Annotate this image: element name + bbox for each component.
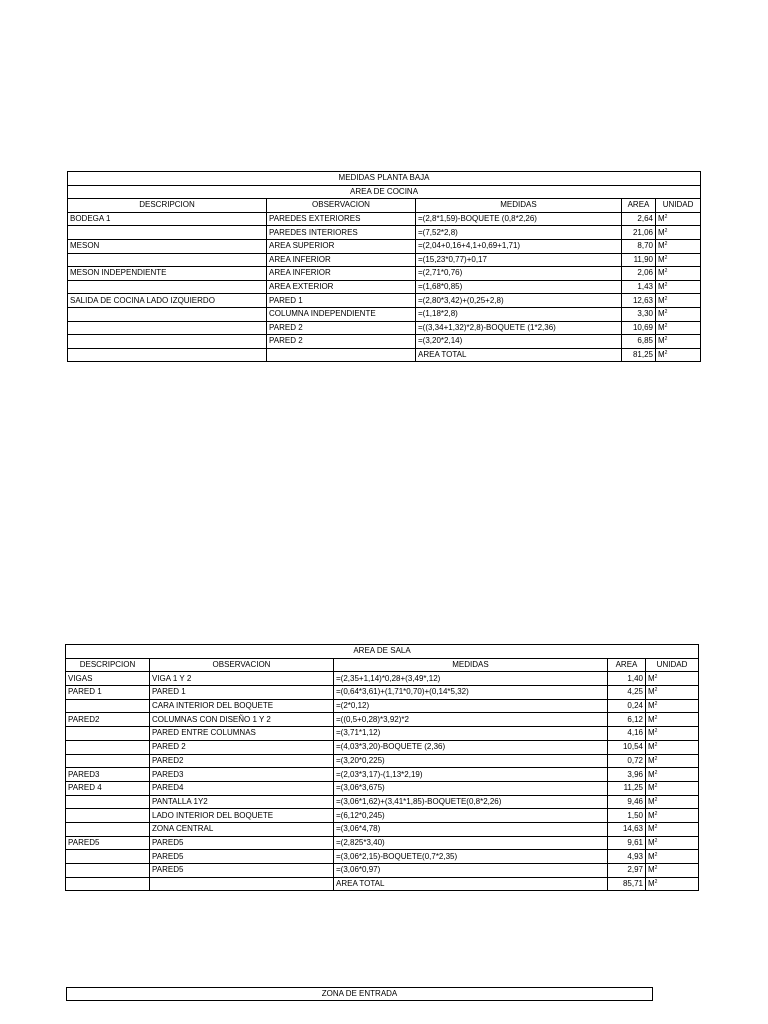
unit-cell: $M^2$ [646,768,699,782]
unit-label: M [658,214,665,224]
observacion-cell: PARED5 [150,850,334,864]
area-cell: 6,12 [608,713,646,727]
table-row [66,740,699,754]
medidas-cell: =(3,20*2,14) [416,335,622,349]
observacion-cell: PARED 2 [150,740,334,754]
unit-cell: $M^2$ [646,699,699,713]
unit-label: M [658,295,665,305]
descripcion-cell: PARED 4 [66,781,150,795]
descripcion-cell: PARED2 [66,713,150,727]
descripcion-cell [66,699,150,713]
observacion-cell: AREA EXTERIOR [267,280,416,294]
unit-cell: $M^2$ [656,335,701,349]
unit-cell: $M^2$ [646,754,699,768]
unit-label: M [648,851,655,861]
descripcion-cell: PARED5 [66,836,150,850]
medidas-cell: =(2,35+1,14)*0,28+(3,49*,12) [334,672,608,686]
observacion-cell: PAREDES INTERIORES [267,226,416,240]
unit-cell: $M^2$ [656,348,701,362]
area-cell: 1,50 [608,809,646,823]
medidas-cell: =(2,825*3,40) [334,836,608,850]
total-value: 85,71 [608,877,646,891]
column-header: AREA [622,199,656,213]
unit-label: M [658,254,665,264]
unit-cell: $M^2$ [656,294,701,308]
area-cell: 0,72 [608,754,646,768]
unit-label: M [648,755,655,765]
table-row [66,754,699,768]
table-row [68,294,701,308]
unit-label: M [648,810,655,820]
unit-label: M [658,241,665,251]
medidas-cell: =(2,8*1,59)-BOQUETE (0,8*2,26) [416,212,622,226]
medidas-cell: =(0,64*3,61)+(1,71*0,70)+(0,14*5,32) [334,686,608,700]
medidas-cell: =((0,5+0,28)*3,92)*2 [334,713,608,727]
unit-label: M [648,742,655,752]
medidas-cell: =(3,71*1,12) [334,727,608,741]
observacion-cell: COLUMNA INDEPENDIENTE [267,307,416,321]
unit-cell: $M^2$ [646,836,699,850]
column-header: DESCRIPCION [68,199,267,213]
area-cell: 2,64 [622,212,656,226]
column-header: MEDIDAS [416,199,622,213]
medidas-cell: =((3,34+1,32)*2,8)-BOQUETE (1*2,36) [416,321,622,335]
unit-label: M [648,783,655,793]
medidas-cell: =(2*0,12) [334,699,608,713]
column-header: MEDIDAS [334,658,608,672]
descripcion-cell [68,253,267,267]
table-row [66,864,699,878]
area-cell: 2,97 [608,864,646,878]
observacion-cell: PAREDES EXTERIORES [267,212,416,226]
descripcion-cell [66,754,150,768]
observacion-cell: CARA INTERIOR DEL BOQUETE [150,699,334,713]
table-row [66,672,699,686]
unit-cell: $M^2$ [646,809,699,823]
unit-cell: $M^2$ [656,239,701,253]
observacion-cell: PARED 1 [267,294,416,308]
medidas-cell: =(3,06*0,97) [334,864,608,878]
descripcion-cell [68,280,267,294]
unit-label: M [648,769,655,779]
medidas-cell: =(3,06*4,78) [334,822,608,836]
observacion-cell: PARED 2 [267,335,416,349]
table-row [66,699,699,713]
observacion-cell: ZONA CENTRAL [150,822,334,836]
medidas-cell: =(7,52*2,8) [416,226,622,240]
area-cell: 11,25 [608,781,646,795]
column-header: OBSERVACION [267,199,416,213]
unit-label: M [648,796,655,806]
table-row [66,809,699,823]
area-cell: 2,06 [622,267,656,281]
area-cell: 12,63 [622,294,656,308]
unit-cell: $M^2$ [646,672,699,686]
descripcion-cell: MESON INDEPENDIENTE [68,267,267,281]
column-header: AREA [608,658,646,672]
medidas-cell: =(2,03*3,17)-(1,13*2,19) [334,768,608,782]
descripcion-cell: VIGAS [66,672,150,686]
area-cell: 1,43 [622,280,656,294]
descripcion-cell [68,335,267,349]
descripcion-cell [66,809,150,823]
table-row [68,212,701,226]
descripcion-cell: PARED3 [66,768,150,782]
unit-cell: $M^2$ [656,321,701,335]
empty-cell [66,877,150,891]
unit-label: M [658,350,665,360]
total-row [68,348,701,362]
unit-cell: $M^2$ [656,280,701,294]
descripcion-cell [66,864,150,878]
area-cell: 10,54 [608,740,646,754]
table-row [68,253,701,267]
table-row [66,686,699,700]
table-row [68,267,701,281]
unit-cell: $M^2$ [646,795,699,809]
descripcion-cell [66,795,150,809]
area-cell: 10,69 [622,321,656,335]
unit-cell: $M^2$ [656,253,701,267]
table-row [68,226,701,240]
unit-cell: $M^2$ [646,727,699,741]
unit-label: M [658,309,665,319]
observacion-cell: PARED5 [150,836,334,850]
observacion-cell: AREA INFERIOR [267,267,416,281]
column-header: UNIDAD [646,658,699,672]
area-cell: 21,06 [622,226,656,240]
area-cell: 4,25 [608,686,646,700]
unit-label: M [658,227,665,237]
entrada-table [66,987,653,1001]
medidas-cell: =(2,04+0,16+4,1+0,69+1,71) [416,239,622,253]
area-cell: 3,96 [608,768,646,782]
total-value: 81,25 [622,348,656,362]
table-row [66,850,699,864]
unit-label: M [648,865,655,875]
unit-label: M [658,322,665,332]
observacion-cell: PARED2 [150,754,334,768]
sala-header-row [66,658,699,672]
unit-cell: $M^2$ [646,781,699,795]
descripcion-cell: PARED 1 [66,686,150,700]
observacion-cell: AREA SUPERIOR [267,239,416,253]
area-cell: 0,24 [608,699,646,713]
descripcion-cell [66,740,150,754]
descripcion-cell: SALIDA DE COCINA LADO IZQUIERDO [68,294,267,308]
area-cell: 4,93 [608,850,646,864]
area-cell: 9,46 [608,795,646,809]
observacion-cell: LADO INTERIOR DEL BOQUETE [150,809,334,823]
observacion-cell: PARED3 [150,768,334,782]
column-header: UNIDAD [656,199,701,213]
unit-cell: $M^2$ [646,864,699,878]
descripcion-cell [68,307,267,321]
area-cell: 4,16 [608,727,646,741]
observacion-cell: PARED5 [150,864,334,878]
descripcion-cell [66,727,150,741]
unit-cell: $M^2$ [656,226,701,240]
unit-cell: $M^2$ [646,850,699,864]
column-header: DESCRIPCION [66,658,150,672]
unit-label: M [648,837,655,847]
unit-label: M [648,701,655,711]
table-row [66,768,699,782]
observacion-cell: COLUMNAS CON DISEÑO 1 Y 2 [150,713,334,727]
unit-label: M [648,687,655,697]
table-row [68,280,701,294]
unit-cell: $M^2$ [646,877,699,891]
area-cell: 14,63 [608,822,646,836]
cocina-subtitle: AREA DE COCINA [68,185,701,199]
table-row [66,836,699,850]
unit-cell: $M^2$ [646,686,699,700]
medidas-cell: =(2,80*3,42)+(0,25+2,8) [416,294,622,308]
observacion-cell: VIGA 1 Y 2 [150,672,334,686]
medidas-cell: =(3,20*0,225) [334,754,608,768]
total-label: AREA TOTAL [416,348,622,362]
descripcion-cell [68,321,267,335]
table-row [66,781,699,795]
unit-label: M [658,336,665,346]
unit-cell: $M^2$ [646,822,699,836]
descripcion-cell: BODEGA 1 [68,212,267,226]
total-label: AREA TOTAL [334,877,608,891]
descripcion-cell [68,226,267,240]
observacion-cell: AREA INFERIOR [267,253,416,267]
unit-cell: $M^2$ [656,307,701,321]
table-row [66,713,699,727]
medidas-cell: =(6,12*0,245) [334,809,608,823]
unit-cell: $M^2$ [656,212,701,226]
total-row [66,877,699,891]
descripcion-cell: MESON [68,239,267,253]
unit-label: M [648,714,655,724]
table-row [68,321,701,335]
table-row [68,307,701,321]
cocina-header-row [68,199,701,213]
observacion-cell: PARED 1 [150,686,334,700]
descripcion-cell [66,850,150,864]
area-cell: 9,61 [608,836,646,850]
observacion-cell: PARED4 [150,781,334,795]
table-row [66,727,699,741]
cocina-title: MEDIDAS PLANTA BAJA [68,172,701,186]
table-row [66,822,699,836]
area-cell: 6,85 [622,335,656,349]
unit-label: M [658,268,665,278]
unit-cell: $M^2$ [656,267,701,281]
unit-label: M [648,673,655,683]
area-cell: 1,40 [608,672,646,686]
medidas-cell: =(4,03*3,20)-BOQUETE (2,36) [334,740,608,754]
unit-label: M [648,879,655,889]
area-cell: 8,70 [622,239,656,253]
empty-cell [68,348,267,362]
unit-label: M [658,282,665,292]
unit-label: M [648,728,655,738]
cocina-table [67,171,701,362]
observacion-cell: PARED 2 [267,321,416,335]
sala-table [65,644,699,891]
area-cell: 11,90 [622,253,656,267]
unit-label: M [648,824,655,834]
medidas-cell: =(2,71*0,76) [416,267,622,281]
table-row [66,795,699,809]
unit-cell: $M^2$ [646,713,699,727]
sala-title: AREA DE SALA [66,645,699,659]
empty-cell [267,348,416,362]
observacion-cell: PARED ENTRE COLUMNAS [150,727,334,741]
unit-cell: $M^2$ [646,740,699,754]
empty-cell [150,877,334,891]
medidas-cell: =(1,68*0,85) [416,280,622,294]
medidas-cell: =(3,06*1,62)+(3,41*1,85)-BOQUETE(0,8*2,26) [334,795,608,809]
medidas-cell: =(1,18*2,8) [416,307,622,321]
medidas-cell: =(15,23*0,77)+0,17 [416,253,622,267]
column-header: OBSERVACION [150,658,334,672]
medidas-cell: =(3,06*2,15)-BOQUETE(0,7*2,35) [334,850,608,864]
medidas-cell: =(3,06*3,675) [334,781,608,795]
entrada-title: ZONA DE ENTRADA [67,988,653,1001]
table-row [68,335,701,349]
observacion-cell: PANTALLA 1Y2 [150,795,334,809]
area-cell: 3,30 [622,307,656,321]
table-row [68,239,701,253]
descripcion-cell [66,822,150,836]
